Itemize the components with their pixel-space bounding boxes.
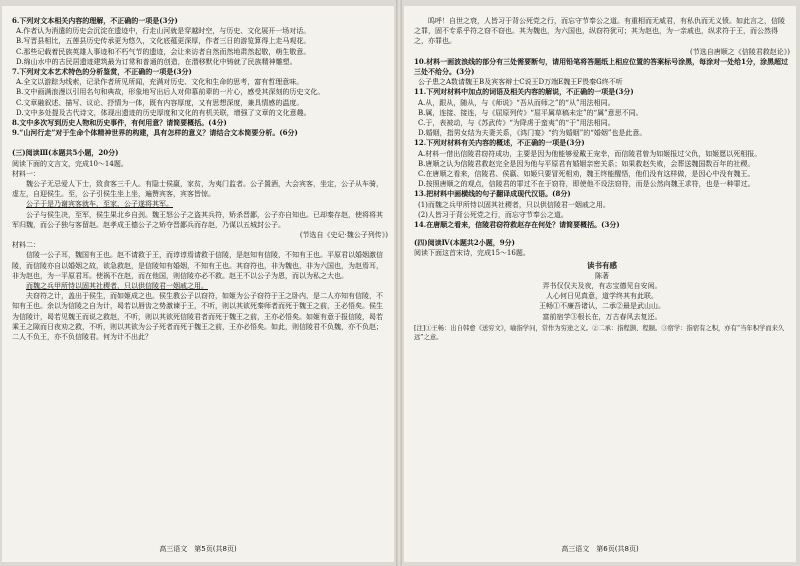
q7-option-a: A.全文以游踪为线索，记录作者所见所闻，充满对历史、文化和生命的思考，富有哲理意味。	[16, 78, 304, 87]
material-2-continued: 呜呼！自世之衰，人皆习于背公死党之行，而忘守节奉公之道。有重相而无威君，有私仇而无义愤。如此言之，信陵之罪，固不专系乎符之窃不窃也。其为魏也，为六国也，纵窃符犹可；其为赵也，为一亲戚也，纵求符于王，而公然得之，亦罪也。	[414, 17, 785, 46]
q12-option-d: D.按照唐顺之的观点，信陵君的罪过不在于窃符，即使他不设法窃符，而是公然向魏王求符，也是一种罪过。	[418, 180, 755, 189]
question-7-stem: 7.下列对文本艺术特色的分析鉴赏，不正确的一项是(3分)	[12, 67, 192, 77]
material-2-source: (节选自唐顺之《信陵君救赵论》)	[690, 47, 790, 56]
question-12-stem: 12.下列对材料有关内容的概述，不正确的一项是(3分)	[414, 138, 585, 148]
section-3-title: (三)阅读Ⅲ(本题共5小题，20分)	[12, 148, 119, 158]
q7-option-d: D.文中多处提及古代诗文，体现出遗迹的历史厚度和文化的有机关联，增强了文章的文化意趣。	[16, 108, 311, 117]
poem-line-3: 王畅①不廉吾诸认，二承②最是武山山。	[539, 302, 665, 311]
question-11-stem: 11.下列对材料中加点的词语及相关内容的解说，不正确的一项是(3分)	[414, 87, 634, 97]
q12-option-c: C.在唐顺之看来，信陵君、侯嬴、如姬只要冒死相劝，魏王终能醒悟，他们没有这样做，是因心中没有魏王。	[418, 170, 755, 179]
question-6-stem: 6.下列对文本相关内容的理解，不正确的一项是(3分)	[12, 16, 178, 25]
section-4-intro: 阅读下面这首宋诗，完成15～16题。	[414, 249, 530, 258]
material-1-para-1: 魏公子无忌爱人下士，致食客三千人。有隐士侯嬴，家贫，为夷门监者。公子置酒，大会宾客，坐定，公子从车骑，虚左，自迎侯生。至，公子引侯生坐上坐，遍赞宾客，宾客皆惊。	[12, 180, 383, 199]
material-1-source: (节选自《史记·魏公子列传》)	[299, 231, 388, 240]
q11-option-a: A.从，跟从，随从，与《师说》“吾从而师之”的“从”用法相同。	[418, 98, 615, 107]
question-14: 14.在唐顺之看来，信陵君窃符救赵存在何处？请简要概括。(3分)	[414, 220, 620, 230]
q10-sentence: 公子患之A数请魏王B及宾客辩士C说王D万端E魏王F畏秦G终不听	[418, 78, 623, 87]
material-1-para-2: 公子与侯生决，至军，侯生果北乡自刭。魏王怒公子之盗其兵符，矫杀晋鄙，公子亦自知也。已却秦存赵，使将将其军归魏，而公子独与客留赵。赵孝成王德公子之矫夺晋鄙兵而存赵，乃谋以五城封公子。	[12, 210, 383, 229]
q6-option-b: B.写晋县相比，五莲县历史传承更为悠久，文化底蕴更深厚，作者三日的游览算得上走马观花。	[16, 37, 311, 46]
section-3-intro: 阅读下面的文言文，完成10～14题。	[12, 159, 128, 168]
material-2-para-1: 信陵一公子耳，魏国有王也。赵不请救于王，而谆谆焉请救于信陵，是赵知有信陵，不知有王也。平原君以婚姻激信陵，而信陵亦自以婚姻之故，欲急救赵，是信陵知有婚姻，不知有王也。其窃符也，非为魏也，非为六国也，为赵焉耳，非为赵也，为一平原君耳。使祸不在赵，而在他国，则信陵亦必不救。赵王不以公子为恩，而以为私之大也。	[12, 251, 383, 280]
question-8: 8.文中多次写到历史人物和历史事件，有何用意？请简要概括。(4分)	[12, 118, 227, 128]
binding-gutter	[396, 0, 402, 566]
material-2-underlined-sentence: 而魏之兵甲所恃以固其社稷者，只以供信陵君一姻戚之用。	[26, 282, 208, 291]
poem-author: 陈著	[595, 271, 609, 280]
q13-item-1: (1)而魏之兵甲所恃以固其社稷者，只以供信陵君一姻戚之用。	[418, 200, 610, 209]
q6-option-c: C.那些记载着民族英雄人事迹和不朽气节的遗迹，会让来访者自然而然地肃然起敬，萌生敬意。	[16, 47, 311, 56]
poem-title: 读书有感	[587, 260, 617, 270]
page-6-content	[414, 16, 790, 342]
material-1-underlined-sentence: 公子于是乃谢宾客就车，至家，公子遂将其军。	[26, 200, 173, 209]
material-2-para-2: 夫窃符之计，盖出于侯生，而如姬成之也。侯生教公子以窃符，如姬为公子窃符于王之卧内，是二人亦知有信陵，不知有王也。余以为信陵之自为计，曷若以唇齿之势激谏于王，不听，则以其欲死秦师者而死于魏王之前，王必悟矣。侯生为信陵计，曷若见魏王而说之救赵，不听，则以其欲死信陵君者而死于魏王之前，王亦必悟矣。如姬有意于报信陵，曷若乘王之隙而日夜劝之救，不听，则以其欲为公子死者而死于魏王之前，王亦必悟矣。如此，则信陵君不负魏，亦不负赵；二人不负王，亦不负信陵君。何为计不出此？	[12, 292, 383, 342]
material-2-label: 材料二：	[12, 241, 40, 250]
exam-page-5	[2, 6, 394, 562]
material-1-label: 材料一：	[12, 169, 40, 178]
q12-option-b: B.唐顺之认为信陵君救赵完全是因为他与平原君有婚姻亲密关系；如果救赵失败，会葬送魏国数百年的社稷。	[418, 159, 755, 168]
material-1-underline	[12, 199, 388, 209]
poem-line-1: 弄书仅仅夫及夜，有志宝德见自安闲。	[542, 282, 662, 291]
q11-option-b: B.属，连接、接连，与《屈原列传》“屈平属草稿未定”的“属”意思不同。	[418, 108, 643, 117]
q6-option-a: A.作者认为消遣的历史会沉淀在遗迹中，行走山河就是穿越时空，与历史、文化展开一场对话。	[16, 27, 311, 36]
q13-item-2: (2)人皆习于背公死党之行，而忘守节奉公之道。	[418, 210, 568, 219]
poem-note: [注]①王畅：出自韩愈《送穷文》，喻指学问，常作为穷途之义。②二承：指程颢、程颐。③宿学：指宿有之积，亦有“当年积学而来久远”之意。	[414, 324, 785, 341]
question-9: 9.“山河行走”对于生命个体精神世界的构建，具有怎样的意义？请结合文本简要分析。(6分)	[12, 128, 298, 138]
q6-option-d: D.绵山水中的古民居遗迹建筑最为订常和普通的创造，在潜移默化中铸就了民族精神雕塑。	[16, 57, 297, 66]
question-10-stem: 10.材料一画波浪线的部分有三处需要断句，请用铅笔将答题纸上相应位置的答案标号涂黑，每涂对一处给1分，涂黑超过三处不给分。(3分)	[414, 56, 789, 77]
q7-option-b: B.文中画满浪漫以引用名句和典故，形象地写出后人对仰慕前辈的一片心，感受其深刻的历史文化。	[16, 88, 325, 97]
question-13-stem: 13.把材料中画横线的句子翻译成现代汉语。(8分)	[414, 189, 571, 199]
poem-line-4: 富前宿学③根长在，万古春风去复还。	[542, 312, 662, 321]
q12-option-a: A.材料一借出信陵君窃符成功，主要是因为他能够爱戴王宠幸，而信陵君曾为如姬报过父仇，如姬愿以死相报。	[418, 149, 762, 158]
page-6-footer: 高三语文 第6页(共8页)	[561, 545, 639, 553]
page-5-content	[12, 16, 388, 342]
section-4-title: (四)阅读Ⅳ(本题共2小题，9分)	[414, 238, 515, 248]
q11-option-d: D.婚姻，指男女结为夫妻关系，《鸿门宴》“约为婚姻”的“婚姻”也是此意。	[418, 129, 647, 138]
q7-option-c: C.文章融叙述、描写、议论、抒情为一体，既有内容厚度，又有思想深度，兼具情感的温度。	[16, 98, 304, 107]
exam-page-6	[404, 6, 796, 562]
poem-line-2: 人心何日见真意，道学终其有此联。	[546, 292, 658, 301]
q11-option-c: C.于，表被动，与《苏武传》“为降虏于蛮夷”的“于”用法相同。	[418, 119, 615, 128]
page-5-footer: 高三语文 第5页(共8页)	[159, 545, 237, 553]
material-2-underline	[12, 281, 388, 291]
